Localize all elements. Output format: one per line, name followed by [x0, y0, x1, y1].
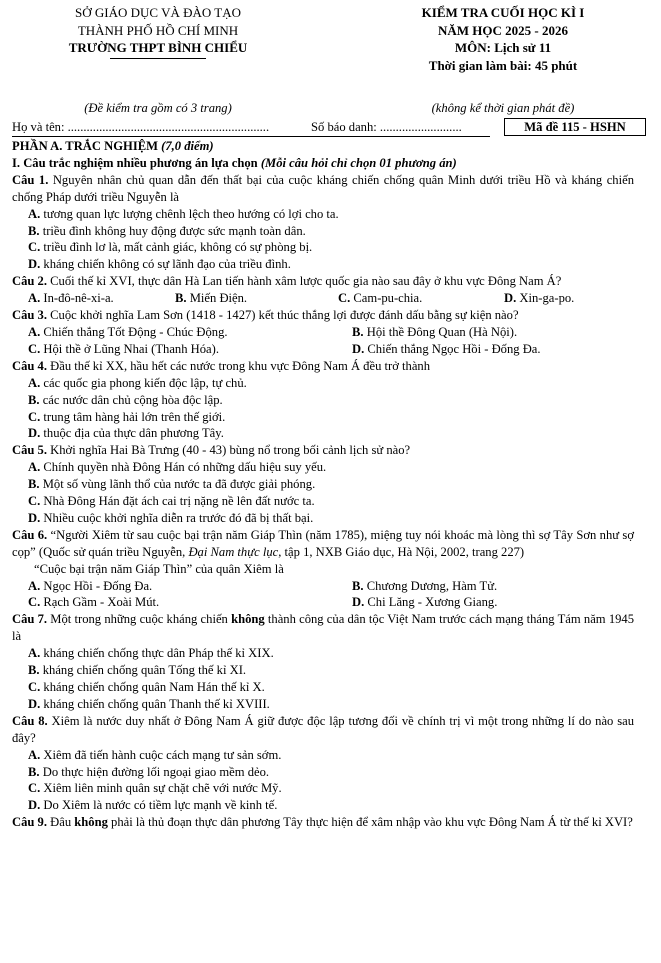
- question-9: [12, 814, 634, 831]
- question-text: Cuối thế kỉ XVI, thực dân Hà Lan tiến hành xâm lược quốc gia nào sau đây ở khu vực Đông Nam Á?: [47, 274, 562, 289]
- option-c: C. Nhà Đông Hán đặt ách cai trị nặng nề lên đất nước ta.: [28, 494, 315, 509]
- option-d: D. kháng chiến chống quân Thanh thế kỉ XVIII.: [28, 696, 270, 711]
- option-text: Cam-pu-chia.: [353, 291, 423, 306]
- option-c: C. Cam-pu-chia.: [338, 291, 423, 306]
- student-info-row: [12, 118, 649, 136]
- option-d: D. thuộc địa của thực dân phương Tây.: [28, 426, 224, 441]
- option-text: kháng chiến chống thực dân Pháp thế kỉ XIX.: [43, 646, 274, 661]
- option-text: Ngọc Hồi - Đống Đa.: [43, 578, 153, 593]
- option-b: B. Do thực hiện đường lối ngoại giao mềm dẻo.: [28, 764, 270, 779]
- options-row: [12, 341, 634, 358]
- option-a: A. Ngọc Hồi - Đống Đa.: [28, 578, 153, 593]
- question-text: Nguyên nhân chủ quan dẫn đến thất bại của cuộc kháng chiến chống quân Minh dưới triều Hồ và kháng chiến chống Pháp dưới triều Nguyễn là: [12, 172, 634, 204]
- part-a-title: [12, 138, 634, 155]
- exam-code-box: Mã đề 115 - HSHN: [504, 118, 646, 136]
- option-a: A. Chính quyền nhà Đông Hán có những dấu hiệu suy yếu.: [28, 460, 327, 475]
- part-a-title-text: PHẦN A. TRẮC NGHIỆM: [12, 139, 162, 153]
- option-text: Miến Điện.: [189, 291, 248, 306]
- subject: MÔN: Lịch sử 11: [454, 40, 552, 55]
- question-1: [12, 172, 634, 206]
- option-text: kháng chiến chống quân Thanh thế kỉ XVIII.: [43, 696, 270, 711]
- header-left: [40, 4, 276, 59]
- name-field-label: Họ và tên: ................................................................: [12, 120, 270, 134]
- question-text: Một trong những cuộc kháng chiến: [47, 612, 232, 627]
- option-c: C. triều đình lơ là, mất cảnh giác, không có sự phòng bị.: [28, 240, 313, 255]
- exam-content: [12, 138, 634, 831]
- option-b: B. triều đình không huy động được sức mạnh toàn dân.: [28, 223, 306, 238]
- option-text: các nước dân chủ cộng hòa độc lập.: [42, 392, 223, 407]
- question-2: [12, 273, 634, 290]
- option-a: A. Xiêm đã tiến hành cuộc cách mạng tư sản sớm.: [28, 747, 282, 762]
- option-c: C. Rạch Gầm - Xoài Mút.: [28, 595, 160, 610]
- option-b: B. Một số vùng lãnh thổ của nước ta đã được giải phóng.: [28, 477, 316, 492]
- option-text: Xiêm đã tiến hành cuộc cách mạng tư sản sớm.: [43, 747, 282, 762]
- question-3: [12, 307, 634, 324]
- school-name: TRƯỜNG THPT BÌNH CHIỂU: [68, 40, 248, 55]
- negation-word: không: [231, 612, 265, 627]
- options-row: [12, 290, 634, 307]
- pages-note: (Đề kiểm tra gồm có 3 trang): [84, 101, 232, 115]
- option-c: C. trung tâm hàng hải lớn trên thế giới.: [28, 409, 226, 424]
- question-text-end: thành công của dân tộc Việt Nam trước cách mạng tháng Tám năm 1945 là: [12, 612, 635, 644]
- option-d: D. kháng chiến không có sự lãnh đạo của triều đình.: [28, 257, 291, 272]
- question-7: [12, 611, 634, 645]
- negation-word: không: [74, 815, 108, 830]
- option-text: triều đình lơ là, mất cảnh giác, không có sự phòng bị.: [43, 240, 313, 255]
- option-text: Xin-ga-po.: [519, 291, 575, 306]
- option-b: B. Chương Dương, Hàm Tử.: [352, 578, 498, 593]
- question-text: Đầu thế kỉ XX, hầu hết các nước trong khu vực Đông Nam Á đều trở thành: [47, 358, 430, 373]
- header-right: [372, 4, 634, 74]
- question-text: Cuộc khởi nghĩa Lam Sơn (1418 - 1427) kết thúc thắng lợi được đánh dấu bằng sự kiện nào?: [47, 308, 519, 323]
- question-text: Đâu: [47, 815, 75, 830]
- option-text: kháng chiến không có sự lãnh đạo của triều đình.: [43, 257, 291, 272]
- department-line-1: SỞ GIÁO DỤC VÀ ĐÀO TẠO: [75, 5, 241, 20]
- department-line-2: THÀNH PHỐ HỒ CHÍ MINH: [77, 22, 239, 38]
- option-text: Rạch Gầm - Xoài Mút.: [43, 595, 160, 610]
- option-text: Chi Lăng - Xương Giang.: [367, 595, 498, 610]
- option-text: Do Xiêm là nước có tiềm lực mạnh về kinh tế.: [43, 798, 278, 813]
- question-text: “Người Xiêm từ sau cuộc bại trận năm Giáp Thìn (năm 1785), miệng tuy nói khoác mà lòng thì sợ Tây Sơn như sợ cọp” (Quốc sử quán triều Nguyễn,: [12, 527, 634, 559]
- option-text: In-đô-nê-xi-a.: [43, 291, 114, 306]
- option-text: thuộc địa của thực dân phương Tây.: [43, 426, 224, 441]
- question-8: [12, 713, 634, 747]
- option-text: Nhiều cuộc khởi nghĩa diễn ra trước đó đã bị thất bại.: [43, 510, 314, 525]
- option-a: A. Chiến thắng Tốt Động - Chúc Động.: [28, 324, 228, 339]
- question-label: Câu 4.: [12, 358, 47, 373]
- option-text: tương quan lực lượng chênh lệch theo hướng có lợi cho ta.: [43, 206, 339, 221]
- option-text: Do thực hiện đường lối ngoại giao mềm dẻo.: [42, 764, 270, 779]
- time-note: (không kể thời gian phát đề): [431, 101, 575, 115]
- option-text: Một số vùng lãnh thổ của nước ta đã được giải phóng.: [42, 477, 316, 492]
- option-d: D. Nhiều cuộc khởi nghĩa diễn ra trước đó đã bị thất bại.: [28, 510, 314, 525]
- school-underline: [110, 58, 206, 59]
- option-c: C. Hội thề ở Lũng Nhai (Thanh Hóa).: [28, 341, 219, 356]
- option-d: D. Xin-ga-po.: [504, 291, 575, 306]
- question-6: [12, 527, 634, 561]
- candidate-number-label: Số báo danh: ..........................: [311, 120, 462, 134]
- option-a: A. kháng chiến chống thực dân Pháp thế kỉ XIX.: [28, 646, 274, 661]
- section-i-note: (Mỗi câu hỏi chỉ chọn 01 phương án): [260, 155, 457, 170]
- option-text: Chương Dương, Hàm Tử.: [366, 578, 498, 593]
- question-label: Câu 3.: [12, 308, 47, 323]
- option-text: Chiến thắng Tốt Động - Chúc Động.: [43, 324, 228, 339]
- question-prompt: “Cuộc bại trận năm Giáp Thìn” của quân Xiêm là: [34, 561, 284, 576]
- option-text: Hội thề Đông Quan (Hà Nội).: [366, 324, 518, 339]
- question-label: Câu 5.: [12, 443, 47, 458]
- question-label: Câu 7.: [12, 612, 48, 627]
- option-b: B. Hội thề Đông Quan (Hà Nội).: [352, 324, 518, 339]
- question-text-end: phải là thủ đoạn thực dân phương Tây thực hiện để xâm nhập vào khu vực Đông Nam Á từ thế kỉ XVI?: [107, 815, 633, 830]
- question-label: Câu 8.: [12, 713, 48, 728]
- question-4: [12, 358, 634, 375]
- option-text: Chính quyền nhà Đông Hán có những dấu hiệu suy yếu.: [43, 460, 327, 475]
- option-d: D. Do Xiêm là nước có tiềm lực mạnh về kinh tế.: [28, 798, 278, 813]
- header-divider: [12, 136, 490, 137]
- option-d: D. Chiến thắng Ngọc Hồi - Đống Đa.: [352, 341, 541, 356]
- option-a: A. các quốc gia phong kiến độc lập, tự chủ.: [28, 375, 247, 390]
- book-title: Đại Nam thực lục: [188, 544, 279, 559]
- option-text: kháng chiến chống quân Nam Hán thế kỉ X.: [43, 680, 265, 694]
- option-text: Hội thề ở Lũng Nhai (Thanh Hóa).: [43, 341, 219, 356]
- question-label: Câu 2.: [12, 274, 47, 289]
- option-c: C. kháng chiến chống quân Nam Hán thế kỉ X.: [28, 680, 265, 694]
- question-text: Xiêm là nước duy nhất ở Đông Nam Á giữ được độc lập tương đối về chính trị vì một trong những lí do nào sau đây?: [12, 713, 634, 745]
- exam-title: KIỂM TRA CUỐI HỌC KÌ I: [421, 5, 585, 20]
- question-text-end: , tập 1, NXB Giáo dục, Hà Nội, 2002, trang 227): [278, 544, 525, 559]
- option-c: C. Xiêm liên minh quân sự chặt chẽ với nước Mỹ.: [28, 781, 282, 796]
- option-text: kháng chiến chống quân Tống thế kỉ XI.: [42, 663, 247, 678]
- option-text: Nhà Đông Hán đặt ách cai trị nặng nề lên đất nước ta.: [43, 494, 315, 509]
- question-5: [12, 442, 634, 459]
- section-i-title: [12, 155, 634, 172]
- option-a: A. tương quan lực lượng chênh lệch theo hướng có lợi cho ta.: [28, 206, 339, 221]
- question-label: Câu 6.: [12, 527, 48, 542]
- question-label: Câu 9.: [12, 815, 47, 830]
- option-text: các quốc gia phong kiến độc lập, tự chủ.: [43, 375, 247, 390]
- option-d: D. Chi Lăng - Xương Giang.: [352, 595, 498, 610]
- question-text: Khởi nghĩa Hai Bà Trưng (40 - 43) bùng nổ trong bối cảnh lịch sử nào?: [47, 443, 411, 458]
- option-text: Chiến thắng Ngọc Hồi - Đống Đa.: [367, 341, 541, 356]
- option-a: A. In-đô-nê-xi-a.: [28, 291, 114, 306]
- option-text: triều đình không huy động được sức mạnh toàn dân.: [42, 223, 306, 238]
- part-a-points: (7,0 điểm): [161, 139, 214, 153]
- options-row: [12, 324, 634, 341]
- option-text: trung tâm hàng hải lớn trên thế giới.: [43, 409, 226, 424]
- duration: Thời gian làm bài: 45 phút: [428, 57, 578, 73]
- option-text: Xiêm liên minh quân sự chặt chẽ với nước Mỹ.: [43, 781, 282, 796]
- option-b: B. Miến Điện.: [175, 291, 248, 306]
- option-b: B. các nước dân chủ cộng hòa độc lập.: [28, 392, 223, 407]
- options-row: [12, 594, 634, 611]
- options-row: [12, 578, 634, 595]
- section-i-text: I. Câu trắc nghiệm nhiều phương án lựa chọn: [12, 155, 261, 170]
- question-label: Câu 1.: [12, 172, 49, 187]
- option-b: B. kháng chiến chống quân Tống thế kỉ XI.: [28, 663, 247, 678]
- school-year: NĂM HỌC 2025 - 2026: [438, 22, 568, 38]
